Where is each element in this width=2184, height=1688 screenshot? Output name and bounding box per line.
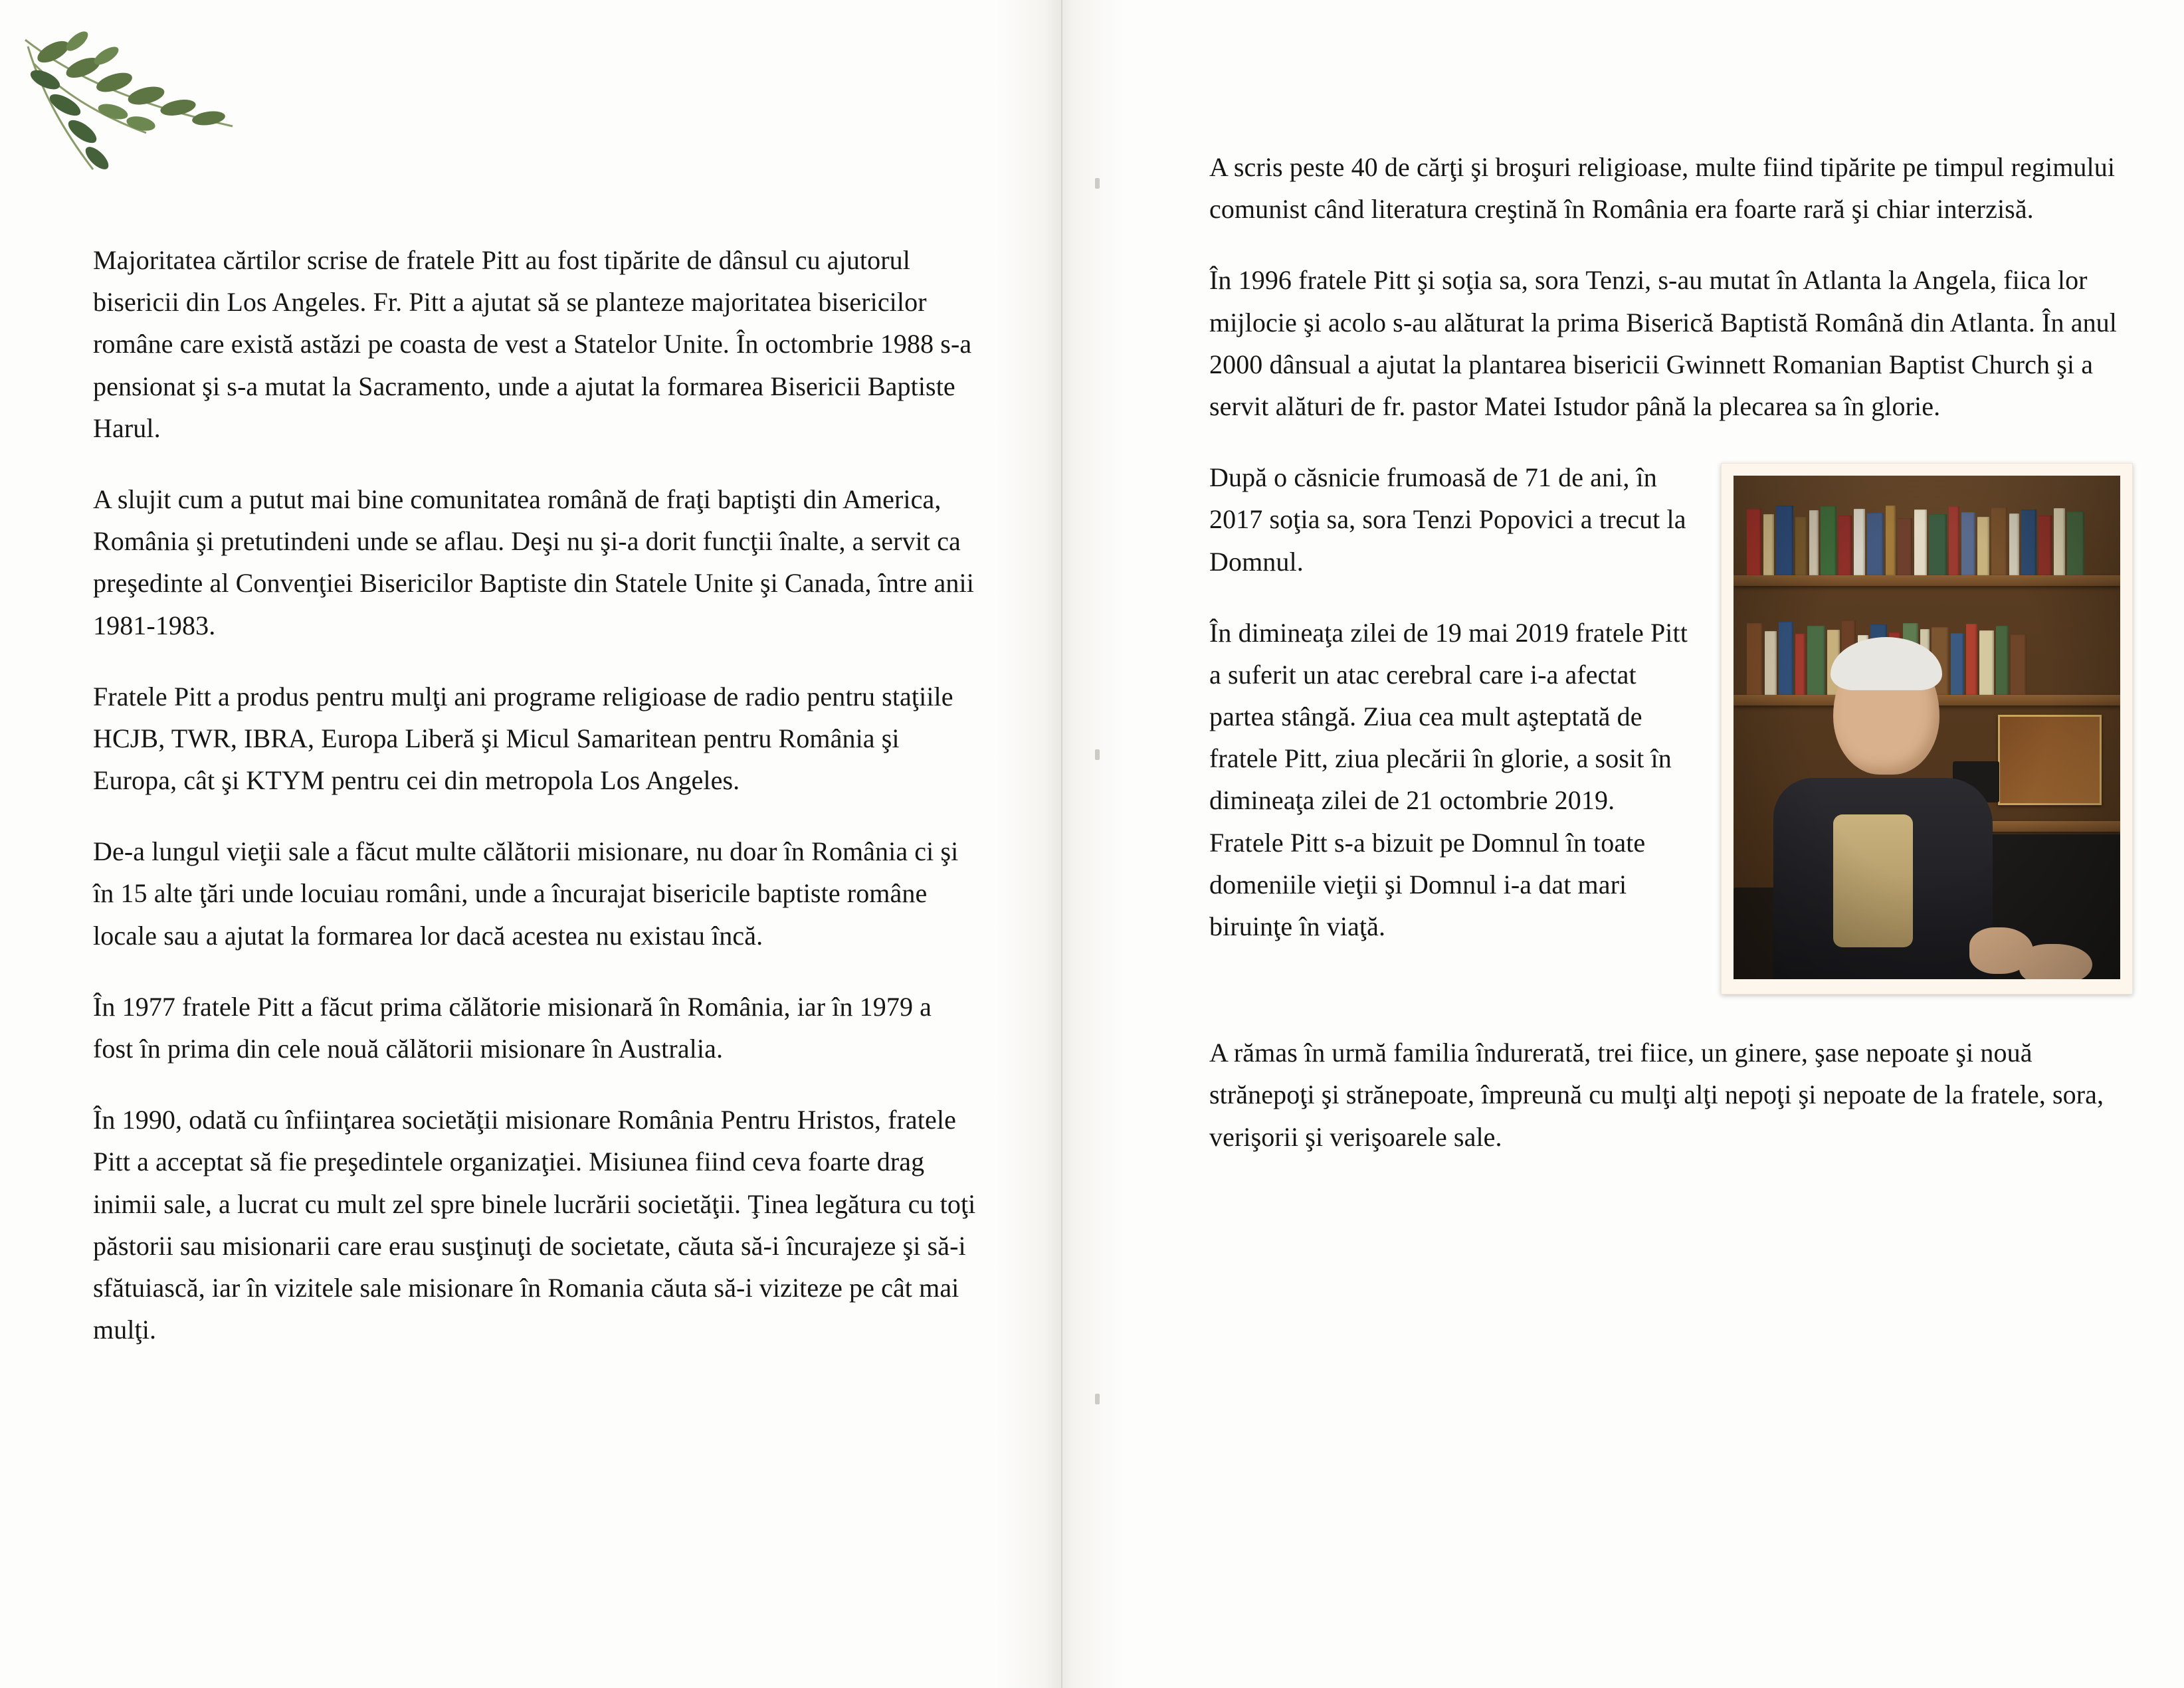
binding-mark-top [1095,178,1100,189]
portrait-photo-frame [1721,463,2133,994]
paragraph: În dimineaţa zilei de 19 mai 2019 fratele Pitt a suferit un atac cerebral care i-a afectat partea stângă. Ziua cea mult aşteptată de fratele Pitt, ziua plecării în glorie, a sosit în dimineaţa zilei de 21 octombrie 2019. Fratele Pitt s-a bizuit pe Domnul în toate domeniile vieţii şi Domnul i-a dat mari biruinţe în viaţă. [1209,617,1688,941]
olive-branch-icon [13,27,279,199]
paragraph: A rămas în urmă familia îndurerată, trei fiice, un ginere, şase nepoate şi nouă strănepoţi şi strănepoate, împreună cu mulţi alţi nepoţi şi nepoate de la fratele, sora, verişorii şi verişoarele sale. [1209,1038,2104,1152]
binding-mark-bottom [1095,1394,1100,1404]
paragraph: De-a lungul vieţii sale a făcut multe călătorii misionare, nu doar în România ci şi în 15 alte ţări unde locuiau români, unde a încurajat bisericile baptiste române locale sau a ajutat la formarea lor dacă acestea nu existau încă. [93,836,959,951]
paragraph: A slujit cum a putut mai bine comunitatea română de fraţi baptişti din America, România şi pretutindeni unde se aflau. Deşi nu şi-a dorit funcţii înalte, a servit ca preşedinte al Convenţiei Bisericilor Baptiste din Statele Unite şi Canada, între anii 1981-1983. [93,484,974,640]
portrait-photo-image [1734,476,2120,979]
paragraph: A scris peste 40 de cărţi şi broşuri religioase, multe fiind tipărite pe timpul regimului comunist când literatura creştină în România era foarte rară şi chiar interzisă. [1209,152,2116,225]
photo-and-text-block [1209,456,2133,947]
paragraph: În 1996 fratele Pitt şi soţia sa, sora Tenzi, s-au mutat în Atlanta la Angela, fiica lor mijlocie şi acolo s-au alăturat la prima Biserică Baptistă Română din Atlanta. În anul 2000 dânsual a ajutat la plantarea bisericii Gwinnett Romanian Baptist Church şi a servit alături de fr. pastor Matei Istudor până la plecarea sa în glorie. [1209,265,2117,421]
paragraph: Majoritatea cărtilor scrise de fratele Pitt au fost tipărite de dânsul cu ajutorul bisericii din Los Angeles. Fr. Pitt a ajutat să se planteze majoritatea bisericilor române care există astăzi pe coasta de vest a Statelor Unite. În octombrie 1988 s-a pensionat şi s-a mutat la Sacramento, unde a ajutat la formarea Bisericii Baptiste Harul. [93,245,972,443]
page-fold-line [1061,0,1062,1688]
paragraph: După o căsnicie frumoasă de 71 de ani, în 2017 soţia sa, sora Tenzi Popovici a trecut la Domnul. [1209,462,1686,577]
left-page-text-column [93,239,977,1351]
paragraph: În 1977 fratele Pitt a făcut prima călătorie misionară în România, iar în 1979 a fost în prima din cele nouă călătorii misionare în Australia. [93,991,932,1064]
paragraph: În 1990, odată cu înfiinţarea societăţii misionare România Pentru Hristos, fratele Pitt a acceptat să fie preşedintele organizaţiei. Misiunea fiind ceva foarte drag inimii sale, a lucrat cu mult zel spre binele lucrării societăţii. Ţinea legătura cu toţi păstorii sau misionarii care erau susţinuţi de societate, căuta să-i încurajeze şi să-i sfătuiască, iar în vizitele sale misionare în Romania căuta să-i viziteze pe cât mai mulţi. [93,1105,976,1345]
paragraph: Fratele Pitt a produs pentru mulţi ani programe religioase de radio pentru staţiile HCJB, TWR, IBRA, Europa Liberă şi Micul Samaritean pentru România şi Europa, cât şi KTYM pentru cei din metropola Los Angeles. [93,681,953,796]
binding-mark-middle [1095,749,1100,760]
page-gutter-shading [997,0,1123,1688]
right-page-text-column [1209,146,2133,1158]
